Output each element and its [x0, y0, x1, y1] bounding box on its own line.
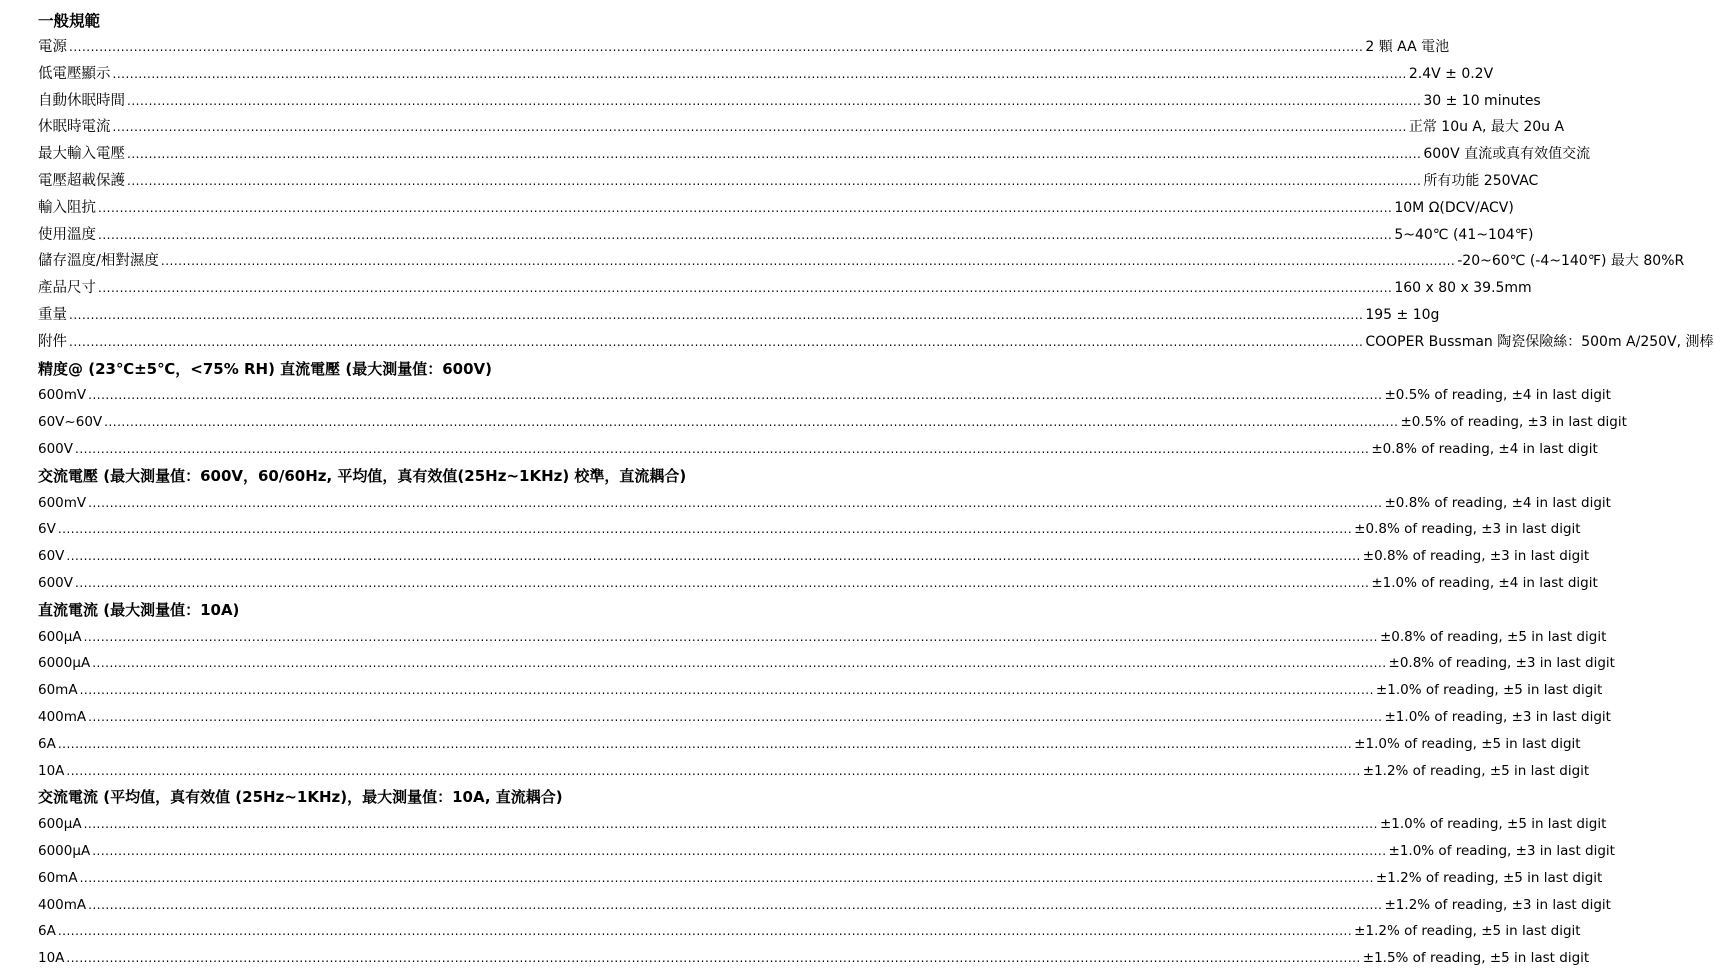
section-rows [38, 490, 1611, 597]
dot-leader: ............................................................................................................................................................................................................................................................................................................ [69, 307, 1364, 322]
spec-row [38, 61, 1494, 88]
spec-label: 電源 [38, 39, 67, 55]
section-rows [38, 624, 1615, 785]
dot-leader: ............................................................................................................................................................................................................................................................................................................ [75, 441, 1370, 456]
spec-label: 儲存溫度/相對濕度 [38, 253, 159, 270]
section-rows [38, 811, 1615, 972]
accuracy-section [38, 356, 1627, 463]
accuracy-value: ±0.8% of reading, ±3 in last digit [1354, 521, 1581, 538]
spec-row [38, 168, 1539, 195]
spec-label: 輸入阻抗 [38, 199, 96, 216]
accuracy-row [38, 838, 1615, 865]
spec-value: 600V 直流或真有效值交流 [1423, 146, 1591, 163]
accuracy-value: ±0.8% of reading, ±4 in last digit [1371, 440, 1598, 457]
accuracy-row [38, 945, 1590, 972]
dot-leader: ............................................................................................................................................................................................................................................................................................................ [57, 522, 1353, 537]
section-heading: 精度@ (23℃±5℃，<75% RH) 直流電壓 (最大測量值：600V) [38, 359, 493, 378]
spec-value: 160 x 80 x 39.5mm [1394, 280, 1532, 297]
accuracy-row [38, 436, 1598, 463]
accuracy-row [38, 865, 1603, 892]
dot-leader: ............................................................................................................................................................................................................................................................................................................ [112, 66, 1407, 81]
spec-label: 重量 [38, 306, 67, 323]
range-label: 60V~60V [38, 414, 103, 431]
range-label: 400mA [38, 708, 87, 725]
dot-leader: ............................................................................................................................................................................................................................................................................................................ [83, 817, 1378, 832]
dot-leader: ............................................................................................................................................................................................................................................................................................................ [98, 227, 1393, 242]
range-label: 60mA [38, 682, 78, 699]
accuracy-row [38, 490, 1611, 517]
dot-leader: ............................................................................................................................................................................................................................................................................................................ [79, 683, 1374, 698]
spec-value: 正常 10u A, 最大 20u A [1408, 119, 1565, 136]
section-heading: 直流電流 (最大測量值：10A) [38, 600, 240, 619]
spec-label: 使用溫度 [38, 226, 96, 243]
section-rows [38, 382, 1627, 462]
dot-leader: ............................................................................................................................................................................................................................................................................................................ [69, 40, 1364, 54]
accuracy-row [38, 892, 1611, 919]
accuracy-value: ±1.2% of reading, ±5 in last digit [1354, 923, 1581, 940]
spec-row [38, 275, 1532, 302]
dot-leader: ............................................................................................................................................................................................................................................................................................................ [88, 897, 1383, 912]
spec-value: 所有功能 250VAC [1423, 172, 1539, 189]
spec-value: 2 顆 AA 電池 [1365, 39, 1450, 55]
dot-leader: ............................................................................................................................................................................................................................................................................................................ [88, 495, 1383, 510]
spec-value: 5~40℃ (41~104℉) [1394, 226, 1534, 243]
dot-leader: ............................................................................................................................................................................................................................................................................................................ [57, 736, 1353, 751]
accuracy-value: ±1.2% of reading, ±5 in last digit [1375, 869, 1603, 886]
document-title: 一般規範 [38, 12, 101, 30]
accuracy-value: ±1.0% of reading, ±5 in last digit [1375, 682, 1603, 699]
accuracy-row [38, 918, 1581, 945]
accuracy-row [38, 543, 1590, 570]
range-label: 10A [38, 762, 65, 779]
accuracy-row [38, 516, 1581, 543]
dot-leader: ............................................................................................................................................................................................................................................................................................................ [112, 120, 1407, 135]
range-label: 600µA [38, 628, 82, 645]
dot-leader: ............................................................................................................................................................................................................................................................................................................ [66, 951, 1361, 966]
accuracy-value: ±0.8% of reading, ±4 in last digit [1384, 494, 1611, 511]
section-heading: 交流電流 (平均值，真有效值 (25Hz~1KHz)，最大測量值：10A, 直流耦合) [38, 788, 563, 807]
accuracy-value: ±1.0% of reading, ±3 in last digit [1384, 708, 1611, 725]
spec-row [38, 34, 1450, 61]
dot-leader: ............................................................................................................................................................................................................................................................................................................ [98, 200, 1393, 215]
spec-document [38, 8, 1714, 972]
accuracy-value: ±1.0% of reading, ±5 in last digit [1379, 816, 1607, 833]
spec-label: 自動休眠時間 [38, 92, 125, 109]
spec-row [38, 88, 1541, 115]
accuracy-row [38, 811, 1607, 838]
dot-leader: ............................................................................................................................................................................................................................................................................................................ [57, 924, 1353, 939]
range-label: 6000µA [38, 655, 91, 672]
accuracy-section [38, 463, 1611, 597]
range-label: 600µA [38, 816, 82, 833]
accuracy-value: ±0.8% of reading, ±3 in last digit [1388, 655, 1615, 672]
range-label: 6V [38, 521, 56, 538]
spec-label: 低電壓顯示 [38, 65, 111, 82]
spec-value: 30 ± 10 minutes [1423, 92, 1541, 109]
accuracy-row [38, 677, 1603, 704]
dot-leader: ............................................................................................................................................................................................................................................................................................................ [75, 575, 1370, 590]
accuracy-row [38, 409, 1627, 436]
spec-value: -20~60℃ (-4~140℉) 最大 80%R [1457, 253, 1685, 270]
spec-label: 休眠時電流 [38, 119, 111, 136]
dot-leader: ............................................................................................................................................................................................................................................................................................................ [127, 93, 1422, 108]
dot-leader: ............................................................................................................................................................................................................................................................................................................ [88, 709, 1383, 724]
spec-label: 電壓超載保護 [38, 172, 125, 189]
accuracy-row [38, 758, 1590, 785]
spec-row [38, 141, 1591, 168]
accuracy-value: ±1.2% of reading, ±3 in last digit [1384, 896, 1611, 913]
dot-leader: ............................................................................................................................................................................................................................................................................................................ [98, 281, 1393, 296]
spec-row [38, 222, 1534, 249]
dot-leader: ............................................................................................................................................................................................................................................................................................................ [66, 763, 1361, 778]
range-label: 600V [38, 440, 74, 457]
accuracy-row [38, 731, 1581, 758]
dot-leader: ............................................................................................................................................................................................................................................................................................................ [92, 843, 1387, 858]
range-label: 600V [38, 574, 74, 591]
spec-row [38, 329, 1714, 356]
accuracy-row [38, 382, 1611, 409]
section-heading: 交流電壓 (最大測量值：600V，60/60Hz, 平均值，真有效值(25Hz~1KHz) 校準，直流耦合) [38, 466, 687, 485]
accuracy-value: ±0.5% of reading, ±3 in last digit [1400, 414, 1627, 431]
accuracy-section [38, 784, 1615, 972]
spec-row [38, 195, 1514, 222]
spec-row [38, 302, 1440, 329]
dot-leader: ............................................................................................................................................................................................................................................................................................................ [92, 656, 1387, 671]
accuracy-value: ±1.2% of reading, ±5 in last digit [1362, 762, 1590, 779]
accuracy-value: ±0.8% of reading, ±5 in last digit [1379, 628, 1607, 645]
spec-value: 2.4V ± 0.2V [1408, 65, 1494, 82]
range-label: 10A [38, 950, 65, 967]
spec-label: 最大輸入電壓 [38, 146, 125, 163]
dot-leader: ............................................................................................................................................................................................................................................................................................................ [66, 549, 1361, 564]
spec-row [38, 114, 1565, 141]
range-label: 6A [38, 735, 56, 752]
range-label: 60V [38, 548, 65, 565]
spec-label: 產品尺寸 [38, 280, 96, 297]
dot-leader: ............................................................................................................................................................................................................................................................................................................ [127, 173, 1422, 188]
range-label: 600mV [38, 494, 87, 511]
dot-leader: ............................................................................................................................................................................................................................................................................................................ [83, 629, 1378, 644]
accuracy-value: ±0.5% of reading, ±4 in last digit [1384, 387, 1611, 404]
accuracy-section [38, 597, 1615, 785]
accuracy-row [38, 570, 1598, 597]
spec-value: 195 ± 10g [1365, 306, 1440, 323]
dot-leader: ............................................................................................................................................................................................................................................................................................................ [88, 388, 1383, 403]
spec-value: 10M Ω(DCV/ACV) [1394, 199, 1514, 216]
range-label: 600mV [38, 387, 87, 404]
spec-row [38, 248, 1685, 275]
dot-leader: ............................................................................................................................................................................................................................................................................................................ [104, 415, 1399, 430]
range-label: 60mA [38, 869, 78, 886]
accuracy-row [38, 624, 1607, 651]
accuracy-value: ±1.5% of reading, ±5 in last digit [1362, 950, 1590, 967]
spec-label: 附件 [38, 333, 67, 350]
dot-leader: ............................................................................................................................................................................................................................................................................................................ [127, 147, 1422, 162]
accuracy-sections [38, 356, 1627, 972]
accuracy-value: ±0.8% of reading, ±3 in last digit [1362, 548, 1590, 565]
range-label: 6A [38, 923, 56, 940]
accuracy-row [38, 704, 1611, 731]
accuracy-value: ±1.0% of reading, ±3 in last digit [1388, 842, 1615, 859]
range-label: 400mA [38, 896, 87, 913]
accuracy-row [38, 650, 1615, 677]
dot-leader: ............................................................................................................................................................................................................................................................................................................ [160, 254, 1456, 269]
dot-leader: ............................................................................................................................................................................................................................................................................................................ [79, 870, 1374, 885]
spec-value: COOPER Bussman 陶瓷保險絲：500m A/250V, 測棒 [1365, 333, 1714, 350]
general-spec-list [38, 34, 1714, 356]
accuracy-value: ±1.0% of reading, ±4 in last digit [1371, 574, 1598, 591]
dot-leader: ............................................................................................................................................................................................................................................................................................................ [69, 334, 1364, 349]
accuracy-value: ±1.0% of reading, ±5 in last digit [1354, 735, 1581, 752]
range-label: 6000µA [38, 842, 91, 859]
